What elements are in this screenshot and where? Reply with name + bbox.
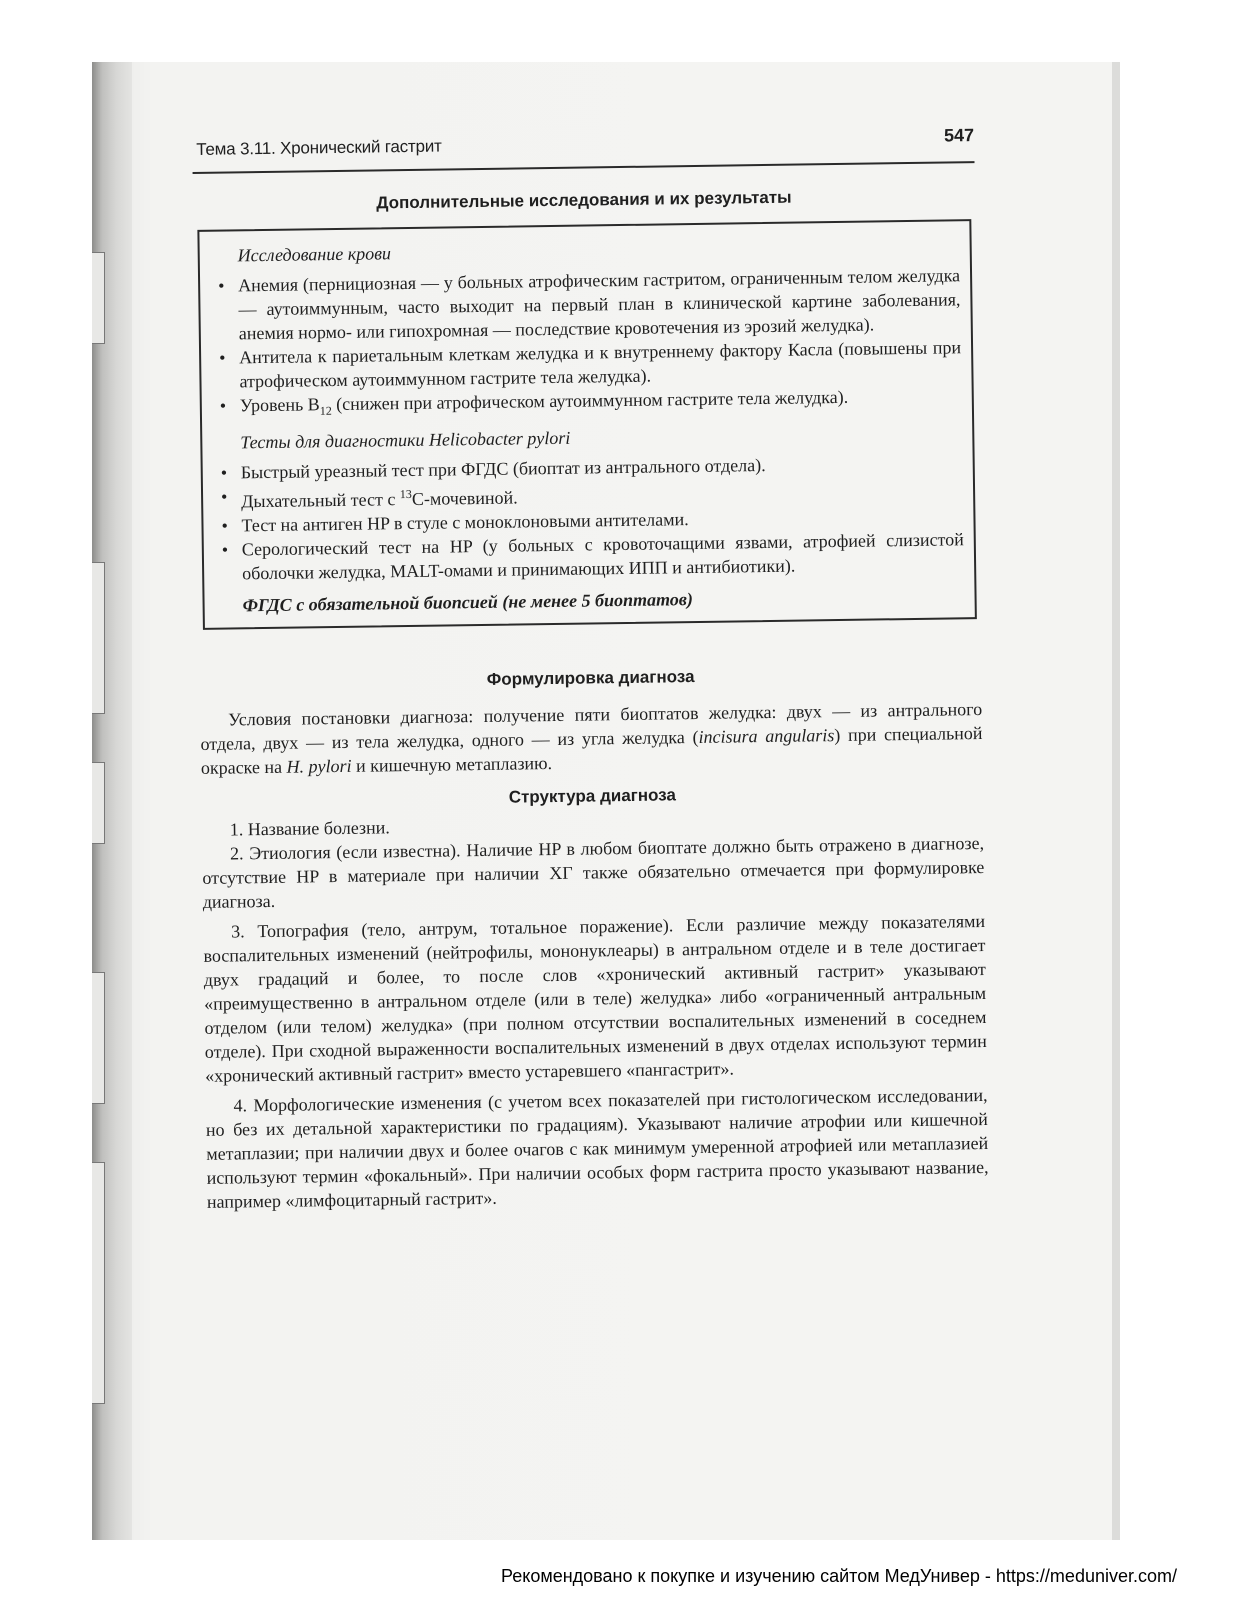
previous-page-edge xyxy=(92,562,105,714)
additional-tests-box xyxy=(197,219,977,629)
footer-recommendation: Рекомендовано к покупке и изучению сайтом МедУнивер - https://meduniver.com/ xyxy=(501,1566,1177,1586)
b12-prefix: Уровень B xyxy=(239,394,320,416)
fgds-subheading: ФГДС с обязательной биопсией (не менее 5 биоптатов) xyxy=(242,588,694,615)
structure-paragraph: 1. Название болезни. xyxy=(229,816,390,840)
page-number: 547 xyxy=(943,125,975,146)
list-item xyxy=(216,263,961,345)
previous-page-edge xyxy=(92,1162,105,1404)
structure-heading: Структура диагноза xyxy=(508,784,677,807)
blood-tests-list xyxy=(216,263,962,424)
blood-tests-subheading: Исследование крови xyxy=(237,243,392,266)
running-head-title: Тема 3.11. Хронический гастрит xyxy=(196,136,442,159)
page-edge xyxy=(1112,62,1120,1540)
list-item-text: Быстрый уреазный тест при ФГДС (биоптат из антрального отдела). xyxy=(240,454,766,482)
breath-test-prefix: Дыхательный тест с xyxy=(241,488,400,511)
diagnosis-conditions xyxy=(200,697,983,780)
hp-tests-subheading: Тесты для диагностики Helicobacter pylori xyxy=(240,427,571,452)
previous-page-edge xyxy=(92,972,105,1104)
previous-page-edge xyxy=(92,762,105,844)
diagnosis-heading: Формулировка диагноза xyxy=(486,666,695,689)
bullet: • xyxy=(221,515,228,536)
structure-paragraph: 2. Этиология (если известна). Наличие HP в любом биоптате должно быть отражено в диагнозе, отсутствие HP в материале при наличии ХГ также обязательно отмечается при формулировке диагноза. xyxy=(202,832,985,912)
list-item-text: Тест на антиген HP в стуле с моноклоновыми антителами. xyxy=(241,508,689,535)
bullet: • xyxy=(220,462,228,483)
previous-page-edge xyxy=(92,252,105,344)
b12-suffix: (снижен при атрофическом аутоиммунном гастрите тела желудка). xyxy=(331,386,849,415)
bullet: • xyxy=(219,347,226,368)
list-item-text: Анемия (пернициозная — у больных атрофическим гастритом, ограниченным телом желудка — аутоиммунным, часто выходит на первый план в клинической картине заболевания, анемия нормо- или гипохромная — последствие кровотечения из эрозий желудка). xyxy=(238,265,961,344)
structure-paragraph: 4. Морфологические изменения (с учетом всех показателей при гистологическом исследовании, но без их детальной характеристики по градациям). Указывают наличие атрофии или кишечной метаплазии; при наличии двух и более очагов с как минимум умеренной атрофией или метаплазией используют термин «фокальный». При наличии особых форм гастрита просто указывают название, например «лимфоцитарный гастрит». xyxy=(205,1084,989,1212)
conditions-text: ) при специальной окраске на xyxy=(200,722,983,778)
book-page xyxy=(192,121,989,1213)
list-item-text: Серологический тест на HP (у больных с кровоточащими язвами, атрофией слизистой оболочки желудка, MALT-омами и принимающих ИПП и антибиотики). xyxy=(241,528,964,583)
bullet: • xyxy=(221,539,229,560)
structure-paragraph: 3. Топография (тело, антрум, тотальное поражение). Если различие между показателями воспалительных изменений (нейтрофилы, мононуклеары) в антральном отделе и в теле достигает двух градаций и более, то после слов «хронический активный гастрит» указывают «преимущественно в антральном отделе (или в теле) желудка» либо «ограниченный антральным отделом (или телом) желудка» (при полном отсутствии воспалительных изменений в соседнем отделе). При сходной выраженности воспалительных изменений в двух отделах используют термин «хронический активный гастрит» вместо устаревшего «пангастрит». xyxy=(203,910,987,1086)
conditions-text: Условия постановки диагноза: получение пяти биоптатов желудка: двух — из антрального отдела, двух — из тела желудка, одного — из угла желудка ( xyxy=(200,698,983,754)
b12-subscript: 12 xyxy=(319,403,332,418)
conditions-text: и кишечную метаплазию. xyxy=(351,752,553,776)
bullet: • xyxy=(219,395,227,416)
breath-test-suffix: С-мочевиной. xyxy=(411,487,518,509)
breath-test-superscript: 13 xyxy=(399,486,412,501)
conditions-italic: H. pylori xyxy=(286,755,352,777)
bullet: • xyxy=(218,275,225,296)
list-item xyxy=(220,527,965,585)
list-item-text: Антитела к париетальным клеткам желудка и к внутреннему фактору Касла (повышены при атрофическом аутоиммунном гастрите тела желудка). xyxy=(239,337,962,392)
hp-tests-list xyxy=(219,450,965,585)
running-head xyxy=(192,121,975,174)
book-page-photo xyxy=(92,62,1120,1540)
bullet: • xyxy=(220,486,228,507)
additional-tests-heading: Дополнительные исследования и их результаты xyxy=(376,187,792,213)
conditions-italic: incisura angularis xyxy=(698,724,835,747)
